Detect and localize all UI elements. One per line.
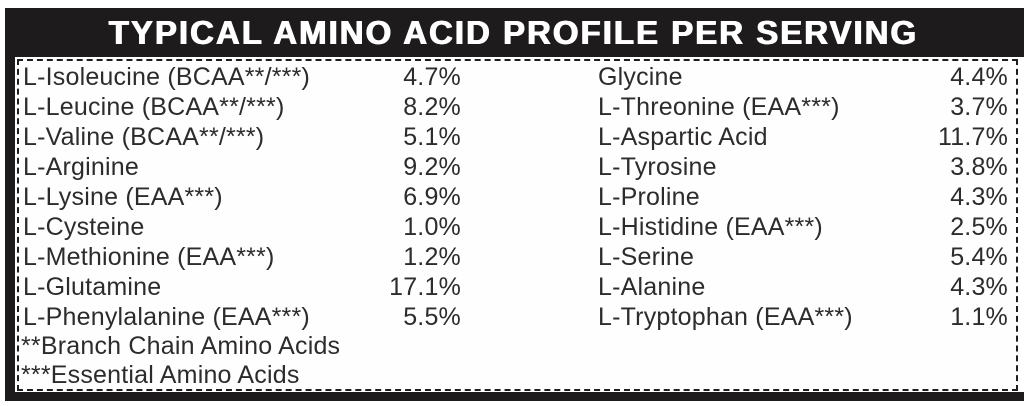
amino-acid-name: Glycine [598, 63, 683, 91]
amino-acid-name: L-Valine (BCAA**/***) [23, 123, 265, 151]
left-column [23, 62, 461, 390]
amino-acid-value: 11.7% [937, 123, 1008, 151]
amino-acid-value: 1.0% [403, 213, 461, 241]
amino-acid-value: 3.7% [950, 93, 1008, 121]
amino-acid-value: 5.5% [403, 303, 461, 331]
amino-acid-name: L-Histidine (EAA***) [598, 213, 823, 241]
amino-acid-name: L-Leucine (BCAA**/***) [23, 93, 285, 121]
table-row [598, 212, 1008, 242]
amino-acid-value: 5.4% [950, 243, 1008, 271]
label-title: TYPICAL AMINO ACID PROFILE PER SERVING [108, 13, 919, 51]
table-row [23, 242, 461, 272]
table-row [23, 92, 461, 122]
amino-acid-value: 1.2% [403, 243, 461, 271]
amino-acid-name: L-Proline [598, 183, 700, 211]
amino-acid-table [17, 59, 1018, 391]
table-row [598, 122, 1008, 152]
amino-acid-name: L-Alanine [598, 273, 706, 301]
table-row [598, 182, 1008, 212]
amino-acid-value: 4.4% [950, 63, 1008, 91]
table-row [23, 62, 461, 92]
footnotes [23, 332, 461, 390]
amino-acid-name: L-Threonine (EAA***) [598, 93, 840, 121]
table-row [598, 272, 1008, 302]
amino-acid-value: 9.2% [403, 153, 461, 181]
amino-acid-name: L-Methionine (EAA***) [23, 243, 275, 271]
amino-acid-name: L-Cysteine [23, 213, 145, 241]
amino-acid-name: L-Serine [598, 243, 695, 271]
amino-acid-name: L-Tryptophan (EAA***) [598, 303, 853, 331]
amino-acid-value: 4.3% [950, 183, 1008, 211]
amino-acid-profile-label [5, 8, 1024, 401]
amino-acid-value: 1.1% [950, 303, 1008, 331]
table-row [23, 272, 461, 302]
table-columns [19, 61, 1016, 390]
amino-acid-name: L-Phenylalanine (EAA***) [23, 303, 310, 331]
footnote-eaa: ***Essential Amino Acids [21, 361, 300, 389]
table-row [598, 62, 1008, 92]
amino-acid-name: L-Lysine (EAA***) [23, 183, 223, 211]
label-frame [5, 57, 1024, 401]
footnote-bcaa: **Branch Chain Amino Acids [21, 332, 341, 360]
table-row [23, 152, 461, 182]
amino-acid-name: L-Glutamine [23, 273, 162, 301]
amino-acid-name: L-Isoleucine (BCAA**/***) [23, 63, 311, 91]
amino-acid-value: 5.1% [403, 123, 461, 151]
table-row [23, 122, 461, 152]
table-row [598, 242, 1008, 272]
right-column [598, 62, 1008, 390]
label-title-bar [5, 8, 1024, 57]
amino-acid-value: 4.7% [403, 63, 461, 91]
table-row [23, 212, 461, 242]
table-row [23, 182, 461, 212]
amino-acid-value: 2.5% [950, 213, 1008, 241]
table-row [23, 302, 461, 332]
amino-acid-value: 8.2% [403, 93, 461, 121]
amino-acid-value: 4.3% [950, 273, 1008, 301]
amino-acid-name: L-Arginine [23, 153, 139, 181]
table-row [598, 302, 1008, 332]
amino-acid-name: L-Aspartic Acid [598, 123, 768, 151]
table-row [598, 92, 1008, 122]
amino-acid-value: 17.1% [389, 273, 461, 301]
table-row [598, 152, 1008, 182]
amino-acid-name: L-Tyrosine [598, 153, 717, 181]
amino-acid-value: 6.9% [403, 183, 461, 211]
amino-acid-value: 3.8% [950, 153, 1008, 181]
